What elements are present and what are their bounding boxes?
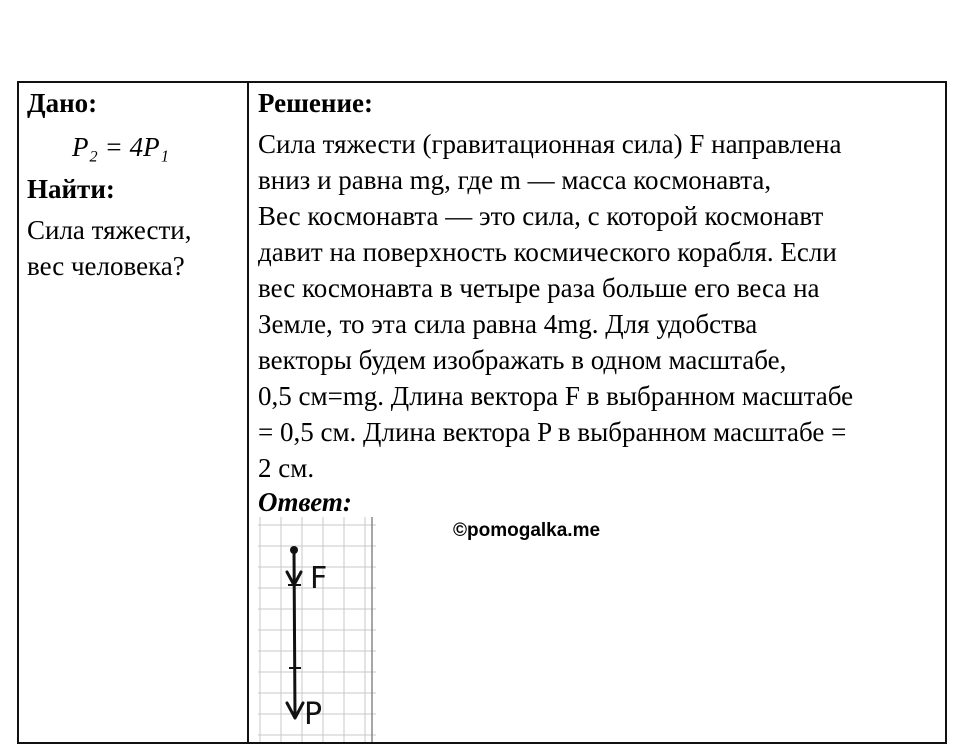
vector-sketch — [258, 517, 376, 742]
solution-line-9: = 0,5 см. Длина вектора P в выбранном масштабе = — [258, 417, 847, 447]
label-f: F — [310, 561, 328, 596]
find-heading: Найти: — [27, 174, 115, 204]
solution-line-2: вниз и равна mg, где m — масса космонавта, — [258, 165, 772, 195]
find-line-1: Сила тяжести, — [27, 215, 192, 245]
vector-line — [294, 550, 295, 717]
solution-line-6: Земле, то эта сила равна 4mg. Для удобства — [258, 309, 758, 339]
column-divider — [247, 81, 249, 744]
solution-line-1: Сила тяжести (гравитационная сила) F направлена — [258, 129, 842, 159]
label-p: P — [304, 697, 323, 732]
solution-heading: Решение: — [258, 88, 373, 118]
given-formula: P₂ = 4P₁ — [72, 132, 169, 162]
solution-line-5: вес космонавта в четыре раза больше его веса на — [258, 273, 820, 303]
find-line-2: вес человека? — [27, 251, 185, 281]
solution-line-8: 0,5 см=mg. Длина вектора F в выбранном масштабе — [258, 381, 854, 411]
solution-line-7: векторы будем изображать в одном масштабе, — [258, 345, 787, 375]
answer-heading: Ответ: — [258, 487, 352, 517]
solution-line-4: давит на поверхность космического корабля. Если — [258, 237, 837, 267]
given-heading: Дано: — [27, 88, 98, 118]
solution-line-3: Вес космонавта — это сила, с которой космонавт — [258, 201, 824, 231]
watermark: ©pomogalka.me — [453, 520, 601, 541]
solution-line-10: 2 см. — [258, 453, 315, 483]
